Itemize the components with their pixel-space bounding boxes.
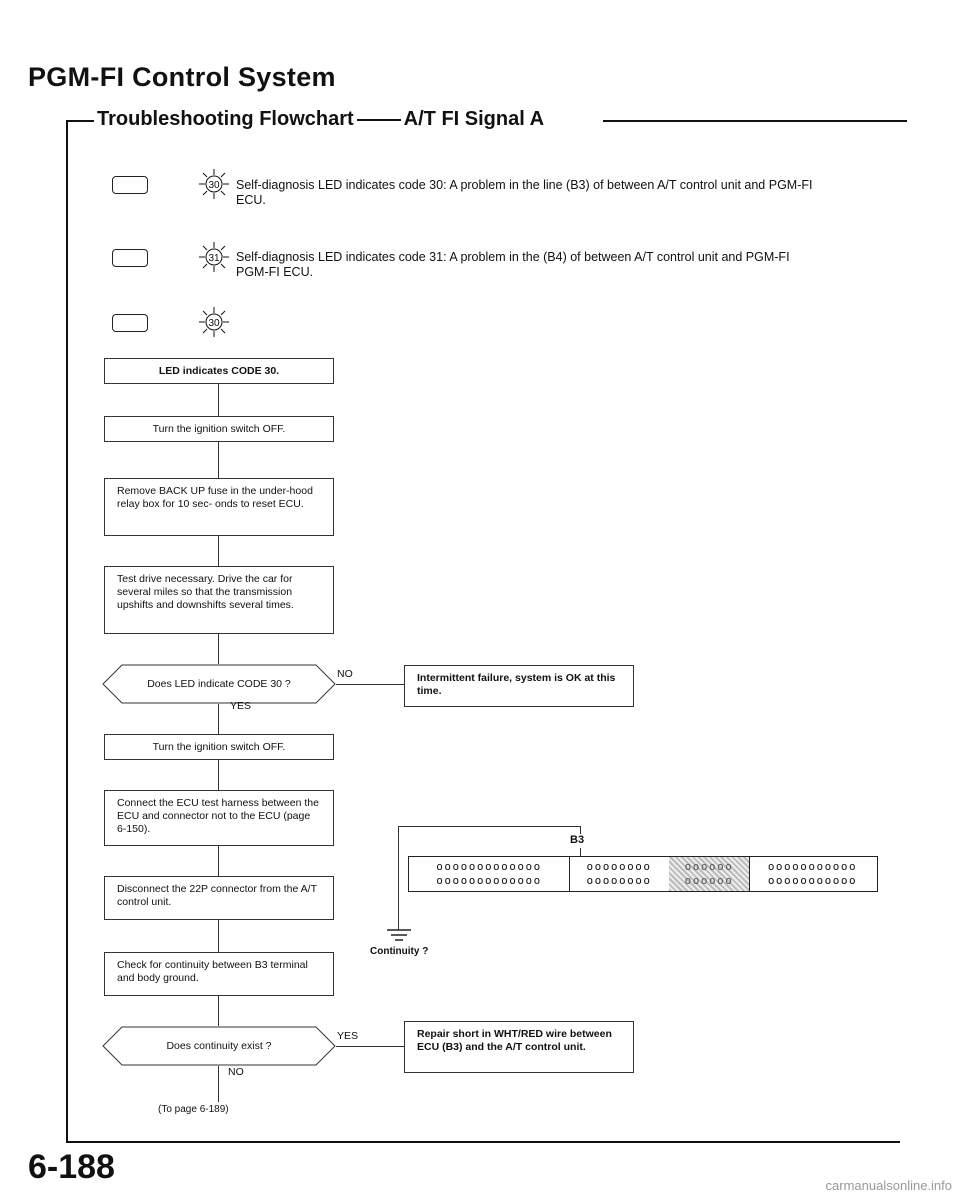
code-30-label: 30 [208, 180, 220, 191]
step-led-code: LED indicates CODE 30. [104, 358, 334, 384]
result-intermittent: Intermittent failure, system is OK at this time. [404, 665, 634, 707]
pin-row: ooooooooooooo [436, 874, 542, 887]
step-check-continuity: Check for continuity between B3 terminal and body ground. [104, 952, 334, 996]
yes-label: YES [337, 1030, 359, 1042]
code-30-note [236, 178, 896, 208]
code-30-icon [197, 167, 231, 201]
no-label: NO [228, 1066, 244, 1078]
decision-led-code [102, 664, 336, 704]
result-repair-short: Repair short in WHT/RED wire between ECU (B3) and the A/T control unit. [404, 1021, 634, 1073]
wire-line [398, 826, 399, 930]
connector-line [218, 634, 219, 664]
ground-icon [386, 928, 412, 942]
pin-row: oooooooo [586, 860, 652, 873]
connector-line [218, 760, 219, 790]
connector-line [218, 1066, 219, 1102]
wire-line [398, 826, 580, 827]
page-title: PGM-FI Control System [28, 62, 336, 92]
code-30-icon [197, 305, 231, 339]
pin-row: oooooo [684, 860, 734, 873]
connector-line [218, 920, 219, 952]
subtitle-suffix: A/T FI Signal A [403, 108, 545, 130]
pin-row: ooooooooooooo [436, 860, 542, 873]
watermark: carmanualsonline.info [825, 1178, 952, 1193]
continuity-label: Continuity ? [370, 946, 429, 957]
code-31-note [236, 250, 896, 280]
terminal-label: B3 [570, 834, 585, 846]
step-ignition-off: Turn the ignition switch OFF. [104, 416, 334, 442]
note-line: ECU. [236, 193, 266, 207]
frame-line [66, 1141, 900, 1143]
code-31-label: 31 [208, 253, 220, 264]
connector-block [569, 857, 670, 891]
wire-line [580, 826, 581, 834]
no-label: NO [337, 668, 353, 680]
decision-text: Does continuity exist ? [166, 1040, 272, 1052]
connector-block [749, 857, 876, 891]
ecu-connector [408, 856, 878, 892]
note-line: PGM-FI ECU. [236, 265, 314, 279]
section-subtitle [97, 108, 544, 131]
pin-row: ooooooooooo [767, 874, 858, 887]
pin-row: oooooo [684, 874, 734, 887]
frame-line [66, 120, 94, 122]
connector-line [336, 684, 404, 685]
connector-line [218, 536, 219, 566]
connector-line [336, 1046, 404, 1047]
connector-line [218, 442, 219, 478]
subtitle-prefix: Troubleshooting Flowchart [97, 108, 354, 130]
connector-line [218, 704, 219, 734]
step-ignition-off-2: Turn the ignition switch OFF. [104, 734, 334, 760]
led-icon [112, 176, 148, 194]
frame-line [66, 120, 68, 1142]
note-line: Self-diagnosis LED indicates code 31: A problem in the (B4) of between A/T control unit and PGM-FI [236, 250, 790, 264]
frame-line [603, 120, 907, 122]
step-disconnect-22p: Disconnect the 22P connector from the A/T control unit. [104, 876, 334, 920]
note-line: Self-diagnosis LED indicates code 30: A problem in the line (B3) of between A/T control unit and PGM-FI [236, 178, 813, 192]
decision-text: Does LED indicate CODE 30 ? [147, 678, 291, 690]
step-remove-fuse: Remove BACK UP fuse in the under-hood relay box for 10 sec- onds to reset ECU. [104, 478, 334, 536]
pin-row: oooooooo [586, 874, 652, 887]
step-test-drive: Test drive necessary. Drive the car for several miles so that the transmission upshifts and downshifts several times. [104, 566, 334, 634]
connector-block [669, 857, 750, 891]
connector-line [218, 846, 219, 876]
code-30-label: 30 [208, 318, 220, 329]
led-icon [112, 314, 148, 332]
decision-continuity [102, 1026, 336, 1066]
yes-label: YES [230, 700, 252, 712]
step-connect-harness: Connect the ECU test harness between the ECU and connector not to the ECU (page 6-150). [104, 790, 334, 846]
connector-block [409, 857, 570, 891]
led-icon [112, 249, 148, 267]
connector-line [218, 384, 219, 416]
pin-row: ooooooooooo [767, 860, 858, 873]
code-31-icon [197, 240, 231, 274]
page-number: 6-188 [28, 1148, 115, 1186]
goto-page-link: (To page 6-189) [158, 1104, 229, 1115]
subtitle-dash [357, 119, 401, 121]
connector-line [218, 996, 219, 1026]
